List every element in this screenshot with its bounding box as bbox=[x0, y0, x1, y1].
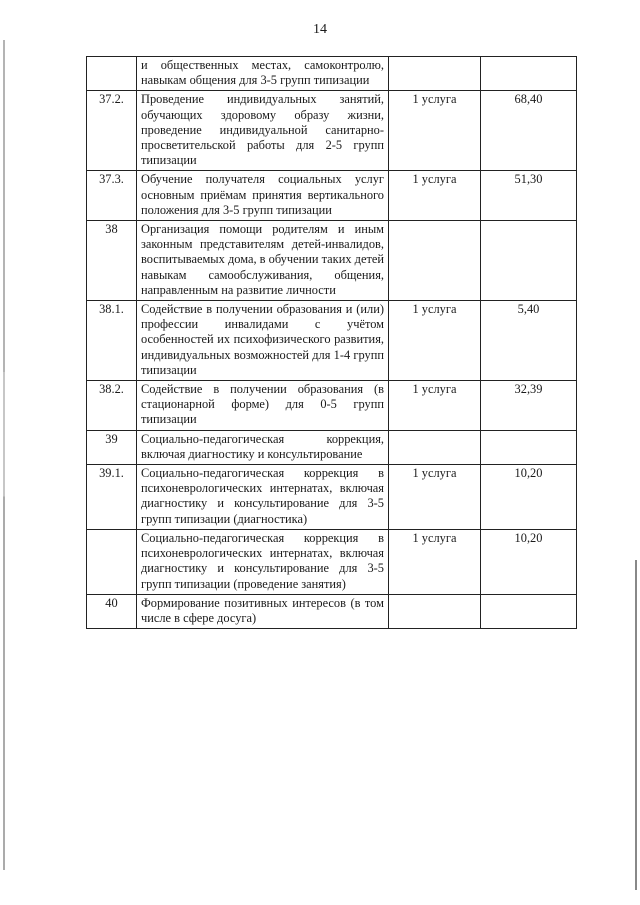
service-name: Проведение индивидуальных занятий, обучающих здоровому образу жизни, проведение индивидуальной санитарно-просветительской работы для 2-5 групп типизации bbox=[137, 91, 389, 171]
service-price bbox=[481, 221, 577, 301]
row-number: 37.2. bbox=[87, 91, 137, 171]
service-name: Обучение получателя социальных услуг основным приёмам принятия вертикального положения для 3-5 групп типизации bbox=[137, 171, 389, 221]
service-price bbox=[481, 430, 577, 464]
table-row bbox=[87, 381, 577, 431]
service-price bbox=[481, 57, 577, 91]
service-price bbox=[481, 594, 577, 628]
table-row bbox=[87, 57, 577, 91]
service-price: 68,40 bbox=[481, 91, 577, 171]
row-number bbox=[87, 57, 137, 91]
table-row bbox=[87, 465, 577, 530]
services-price-table bbox=[86, 56, 577, 629]
service-price: 32,39 bbox=[481, 381, 577, 431]
table-row bbox=[87, 430, 577, 464]
row-number bbox=[87, 529, 137, 594]
table-row bbox=[87, 301, 577, 381]
row-number: 40 bbox=[87, 594, 137, 628]
service-unit: 1 услуга bbox=[389, 171, 481, 221]
table-row bbox=[87, 171, 577, 221]
service-unit: 1 услуга bbox=[389, 465, 481, 530]
service-name: Содействие в получении образования и (или) профессии инвалидами с учётом особенностей их психофизического развития, индивидуальных возможностей для 1-4 групп типизации bbox=[137, 301, 389, 381]
row-number: 39 bbox=[87, 430, 137, 464]
service-name: Формирование позитивных интересов (в том числе в сфере досуга) bbox=[137, 594, 389, 628]
service-name: Социально-педагогическая коррекция в психоневрологических интернатах, включая диагностику и консультирование для 3-5 групп типизации (диагностика) bbox=[137, 465, 389, 530]
service-unit bbox=[389, 221, 481, 301]
row-number: 38.1. bbox=[87, 301, 137, 381]
service-price: 10,20 bbox=[481, 465, 577, 530]
table-row bbox=[87, 91, 577, 171]
service-name: Социально-педагогическая коррекция, включая диагностику и консультирование bbox=[137, 430, 389, 464]
table-row bbox=[87, 529, 577, 594]
service-unit: 1 услуга bbox=[389, 301, 481, 381]
service-price: 10,20 bbox=[481, 529, 577, 594]
service-name: Содействие в получении образования (в стационарной форме) для 0-5 групп типизации bbox=[137, 381, 389, 431]
service-unit bbox=[389, 430, 481, 464]
service-name: и общественных местах, самоконтролю, навыкам общения для 3-5 групп типизации bbox=[137, 57, 389, 91]
service-price: 51,30 bbox=[481, 171, 577, 221]
service-unit: 1 услуга bbox=[389, 529, 481, 594]
scan-edge-left bbox=[3, 40, 5, 870]
service-unit: 1 услуга bbox=[389, 381, 481, 431]
service-name: Социально-педагогическая коррекция в психоневрологических интернатах, включая диагностику и консультирование для 3-5 групп типизации (проведение занятия) bbox=[137, 529, 389, 594]
row-number: 37.3. bbox=[87, 171, 137, 221]
service-unit bbox=[389, 57, 481, 91]
service-name: Организация помощи родителям и иным законным представителям детей-инвалидов, воспитываемых дома, в обучении таких детей навыкам самообслуживания, общения, направленным на развитие личности bbox=[137, 221, 389, 301]
row-number: 38.2. bbox=[87, 381, 137, 431]
page-number: 14 bbox=[313, 22, 327, 37]
table-row bbox=[87, 221, 577, 301]
service-price: 5,40 bbox=[481, 301, 577, 381]
service-unit bbox=[389, 594, 481, 628]
table-row bbox=[87, 594, 577, 628]
row-number: 39.1. bbox=[87, 465, 137, 530]
row-number: 38 bbox=[87, 221, 137, 301]
scan-edge-right bbox=[635, 560, 637, 890]
service-unit: 1 услуга bbox=[389, 91, 481, 171]
